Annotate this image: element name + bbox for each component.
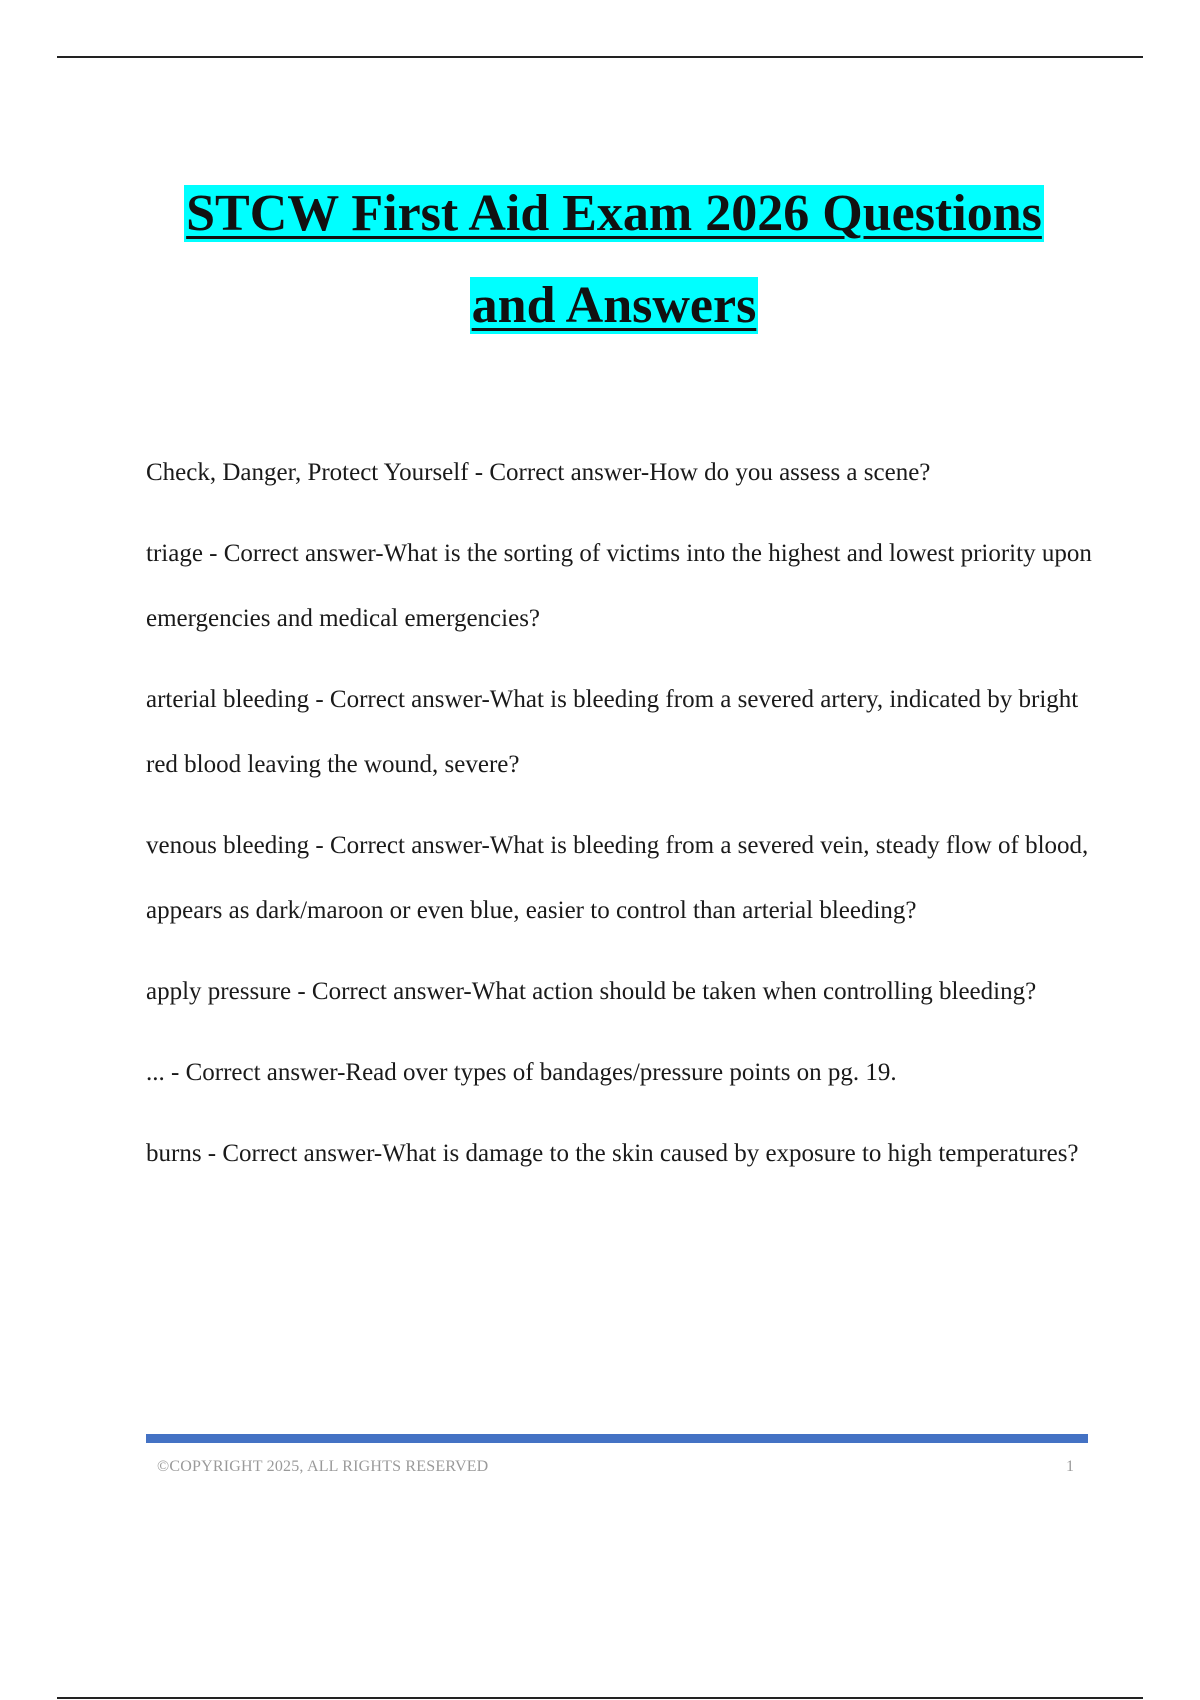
title-line-2: and Answers [471,277,757,334]
qa-item: Check, Danger, Protect Yourself - Correct answer-How do you assess a scene? [146,459,931,486]
qa-item: ... - Correct answer-Read over types of bandages/pressure points on pg. 19. [146,1059,897,1086]
qa-item: arterial bleeding - Correct answer-What is bleeding from a severed artery, indicated by bright red blood leaving the wound, severe? [146,686,1079,778]
qa-item: burns - Correct answer-What is damage to the skin caused by exposure to high temperatures? [146,1140,1079,1167]
qa-item: venous bleeding - Correct answer-What is bleeding from a severed vein, steady flow of blood, appears as dark/maroon or even blue, easier to control than arterial bleeding? [146,832,1089,924]
footer-copyright: ©COPYRIGHT 2025, ALL RIGHTS RESERVED [157,1458,489,1475]
top-divider [57,56,1143,58]
page-number: 1 [1066,1458,1074,1475]
qa-item: triage - Correct answer-What is the sorting of victims into the highest and lowest priority upon emergencies and medical emergencies? [146,540,1092,632]
qa-list [146,440,1096,1202]
qa-item: apply pressure - Correct answer-What action should be taken when controlling bleeding? [146,978,1037,1005]
document-title [130,168,1098,352]
title-line-1: STCW First Aid Exam 2026 Questions [186,185,1042,242]
bottom-divider [57,1697,1143,1699]
footer-bar [146,1434,1088,1443]
